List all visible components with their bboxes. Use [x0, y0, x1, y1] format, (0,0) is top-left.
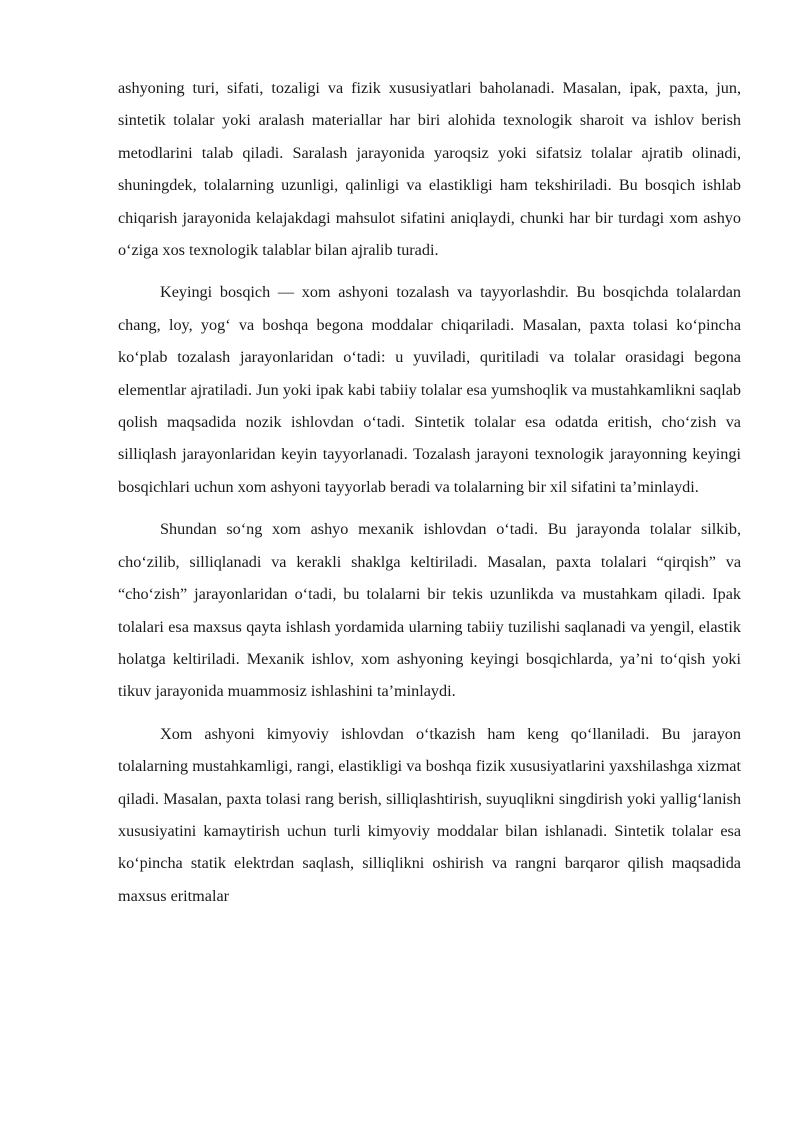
document-body — [118, 72, 741, 922]
paragraph-chemical-processing: Xom ashyoni kimyoviy ishlovdan o‘tkazish ham keng qo‘llaniladi. Bu jarayon tolalarning mustahkamligi, rangi, elastikligi va boshqa fizik xususiyatlarini yaxshilashga xizmat qiladi. Masalan, paxta tolasi rang berish, silliqlashtirish, suyuqlikni singdirish yoki yallig‘lanish xususiyatini kamaytirish uchun turli kimyoviy moddalar bilan ishlanadi. Sintetik tolalar esa ko‘pincha statik elektrdan saqlash, silliqlikni oshirish va rangni barqaror qilish maqsadida maxsus eritmalar — [118, 724, 741, 905]
paragraph-cleaning: Keyingi bosqich — xom ashyoni tozalash va tayyorlashdir. Bu bosqichda tolalardan chang, loy, yog‘ va boshqa begona moddalar chiqariladi. Masalan, paxta tolasi ko‘pincha ko‘plab tozalash jarayonlaridan o‘tadi: u yuviladi, quritiladi va tolalar orasidagi begona elementlar ajratiladi. Jun yoki ipak kabi tabiiy tolalar esa yumshoqlik va mustahkamlikni saqlab qolish maqsadida nozik ishlovdan o‘tadi. Sintetik tolalar esa odatda eritish, cho‘zish va silliqlash jarayonlaridan keyin tayyorlanadi. Tozalash jarayoni texnologik jarayonning keyingi bosqichlari uchun xom ashyoni tayyorlab beradi va tolalarning bir xil sifatini ta’minlaydi. — [118, 283, 741, 496]
paragraph-mechanical-processing: Shundan so‘ng xom ashyo mexanik ishlovdan o‘tadi. Bu jarayonda tolalar silkib, cho‘zilib, silliqlanadi va kerakli shaklga keltiriladi. Masalan, paxta tolalari “qirqish” va “cho‘zish” jarayonlaridan o‘tadi, bu tolalarni bir tekis uzunlikda va mustahkam qiladi. Ipak tolalari esa maxsus qayta ishlash yordamida ularning tabiiy tuzilishi saqlanadi va yengil, elastik holatga keltiriladi. Mexanik ishlov, xom ashyoning keyingi bosqichlarda, ya’ni to‘qish yoki tikuv jarayonida muammosiz ishlashini ta’minlaydi. — [118, 520, 741, 701]
paragraph-sorting-continued: ashyoning turi, sifati, tozaligi va fizik xususiyatlari baholanadi. Masalan, ipak, paxta, jun, sintetik tolalar yoki aralash materiallar har biri alohida texnologik sharoit va ishlov berish metodlarini talab qiladi. Saralash jarayonida yaroqsiz yoki sifatsiz tolalar ajratib olinadi, shuningdek, tolalarning uzunligi, qalinligi va elastikligi ham tekshiriladi. Bu bosqich ishlab chiqarish jarayonida kelajakdagi mahsulot sifatini aniqlaydi, chunki har bir turdagi xom ashyo o‘ziga xos texnologik talablar bilan ajralib turadi. — [118, 79, 741, 260]
